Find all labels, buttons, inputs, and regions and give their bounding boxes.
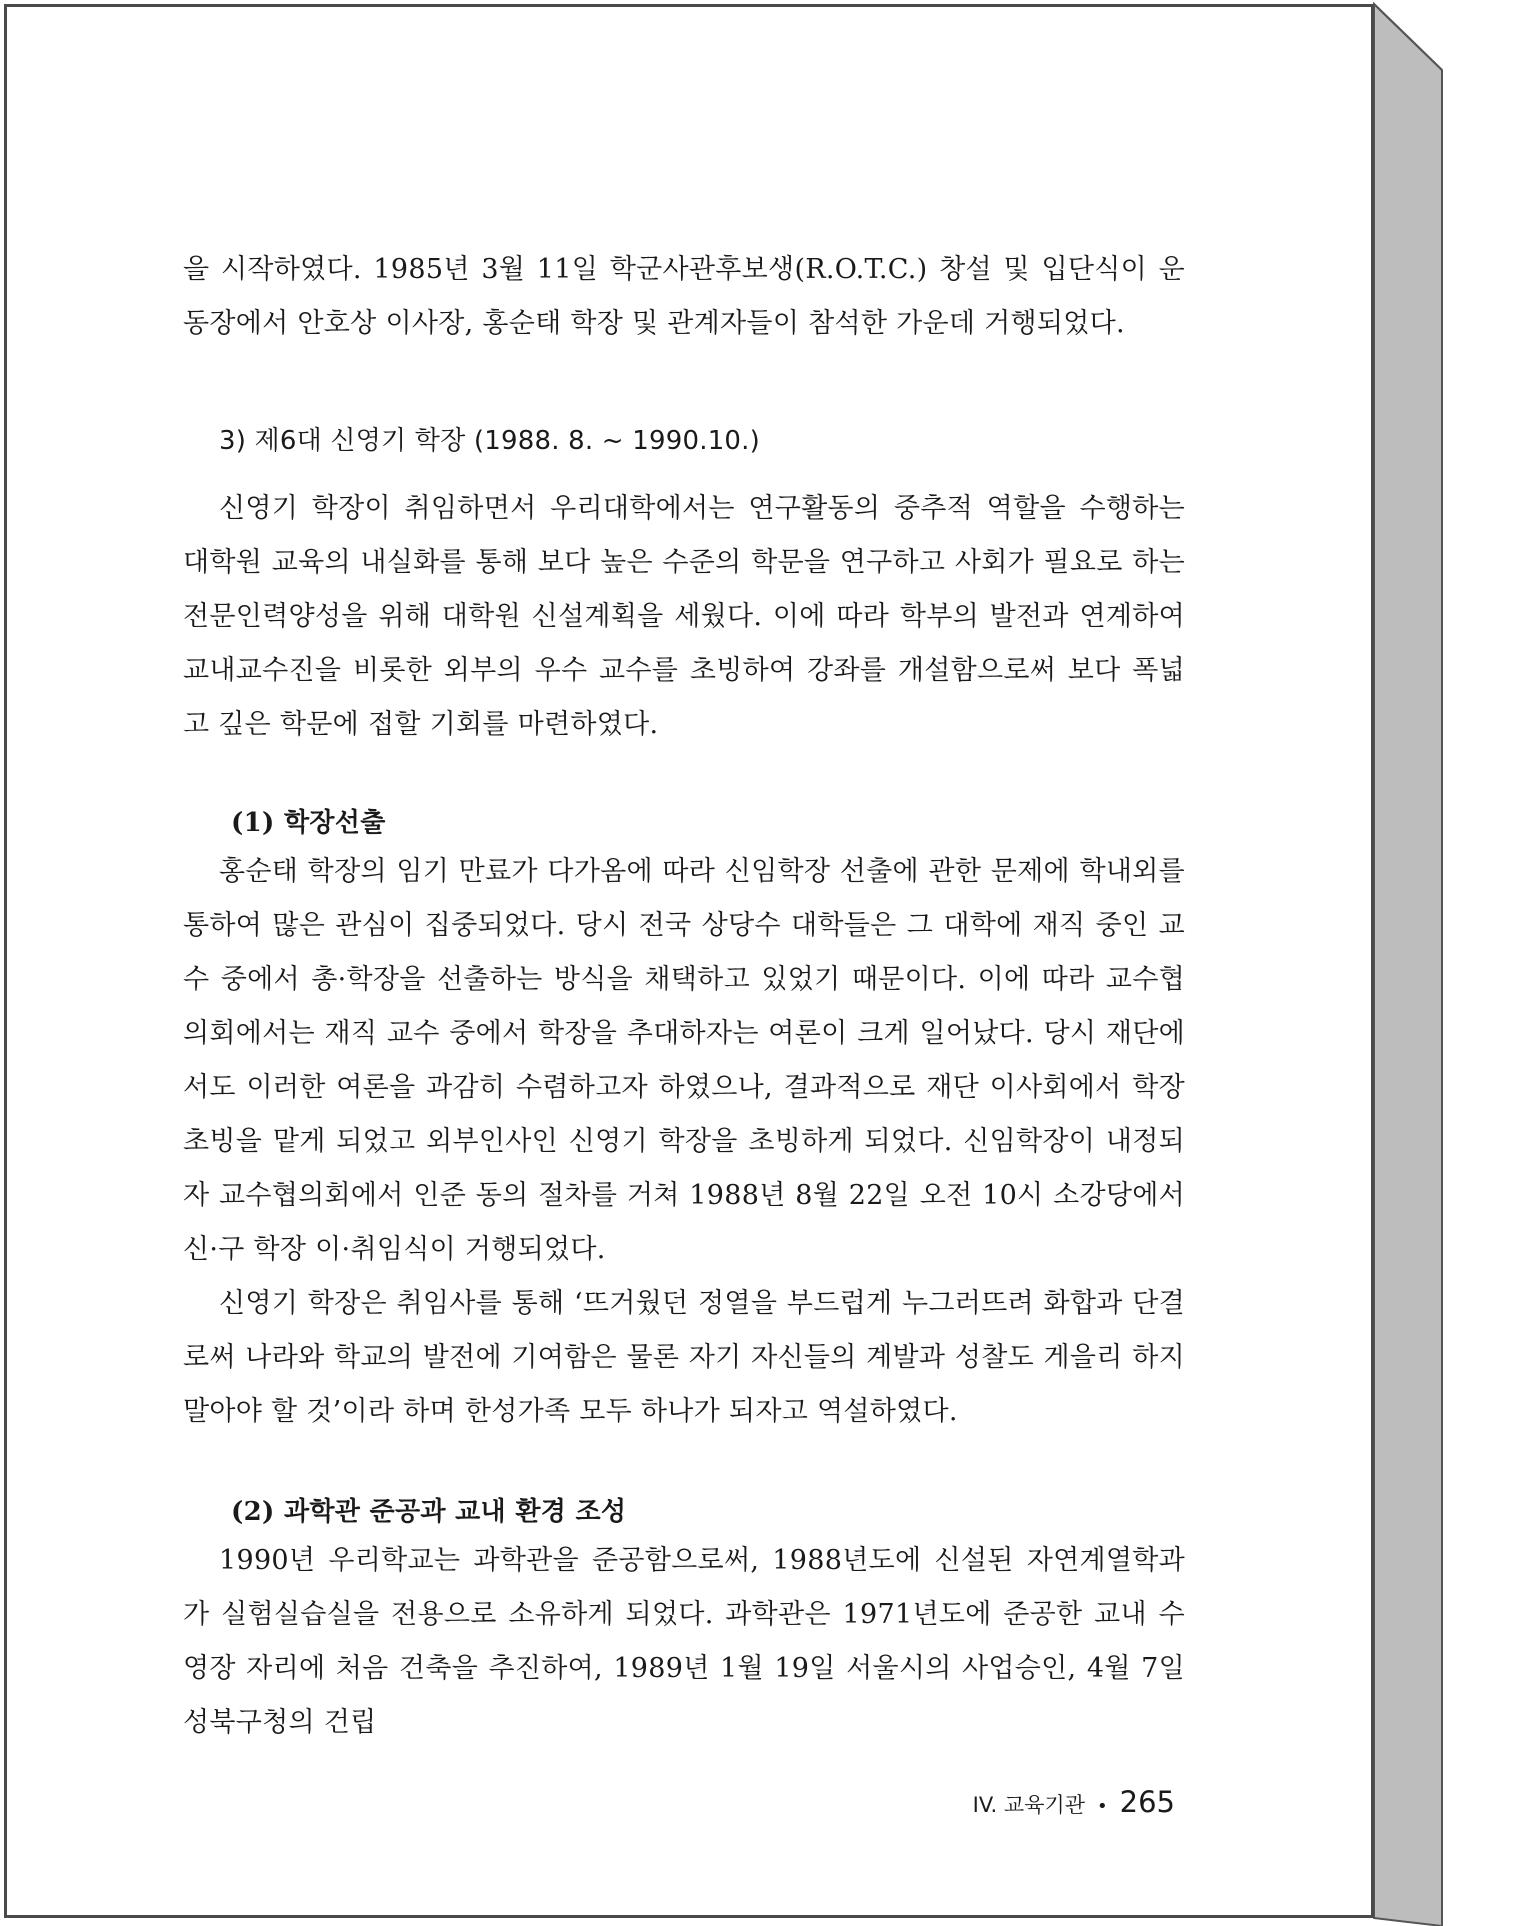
document-page (4, 4, 1374, 1918)
page-footer (973, 1785, 1175, 1819)
paragraph-election: 홍순태 학장의 임기 만료가 다가옴에 따라 신임학장 선출에 관한 문제에 학내외를 통하여 많은 관심이 집중되었다. 당시 전국 상당수 대학들은 그 대학에 재직 중인 교수 중에서 총·학장을 선출하는 방식을 채택하고 있었기 때문이다. 이에 따라 교수협의회에서는 재직 교수 중에서 학장을 추대하자는 여론이 크게 일어났다. 당시 재단에서도 이러한 여론을 과감히 수렴하고자 하였으나, 결과적으로 재단 이사회에서 학장 초빙을 맡게 되었고 외부인사인 신영기 학장을 초빙하게 되었다. 신임학장이 내정되자 교수협의회에서 인준 동의 절차를 거쳐 1988년 8월 22일 오전 10시 소강당에서 신·구 학장 이·취임식이 거행되었다. (183, 856, 1185, 1265)
paragraph-science-hall: 1990년 우리학교는 과학관을 준공함으로써, 1988년도에 신설된 자연계열학과가 실험실습실을 전용으로 소유하게 되었다. 과학관은 1971년도에 준공한 교내 수영장 자리에 처음 건축을 추진하여, 1989년 1월 19일 서울시의 사업승인, 4월 7일 성북구청의 건립 (183, 1545, 1185, 1738)
page-number: 265 (1119, 1785, 1175, 1819)
paragraph-intro: 신영기 학장이 취임하면서 우리대학에서는 연구활동의 중추적 역할을 수행하는 대학원 교육의 내실화를 통해 보다 높은 수준의 학문을 연구하고 사회가 필요로 하는 전문인력양성을 위해 대학원 신설계획을 세웠다. 이에 따라 학부의 발전과 연계하여 교내교수진을 비롯한 외부의 우수 교수를 초빙하여 강좌를 개설함으로써 보다 폭넓고 깊은 학문에 접할 기회를 마련하였다. (183, 493, 1185, 740)
paragraph-inaugural-speech: 신영기 학장은 취임사를 통해 ‘뜨거웠던 정열을 부드럽게 누그러뜨려 화합과 단결로써 나라와 학교의 발전에 기여함은 물론 자기 자신들의 계발과 성찰도 게을리 하지 말아야 할 것’이라 하며 한성가족 모두 하나가 되자고 역설하였다. (183, 1288, 1185, 1427)
subsection-heading-election: (1) 학장선출 (231, 808, 386, 838)
footer-bullet-icon: • (1097, 1796, 1108, 1817)
paragraph-continued: 을 시작하였다. 1985년 3월 11일 학군사관후보생(R.O.T.C.) 창설 및 입단식이 운동장에서 안호상 이사장, 홍순태 학장 및 관계자들이 참석한 가운데 거행되었다. (183, 254, 1185, 339)
chapter-title: IV. 교육기관 (972, 1793, 1086, 1817)
section-heading: 3) 제6대 신영기 학장 (1988. 8. ~ 1990.10.) (219, 426, 760, 456)
page-content (183, 243, 1185, 1750)
subsection-heading-science-hall: (2) 과학관 준공과 교내 환경 조성 (231, 1497, 627, 1527)
